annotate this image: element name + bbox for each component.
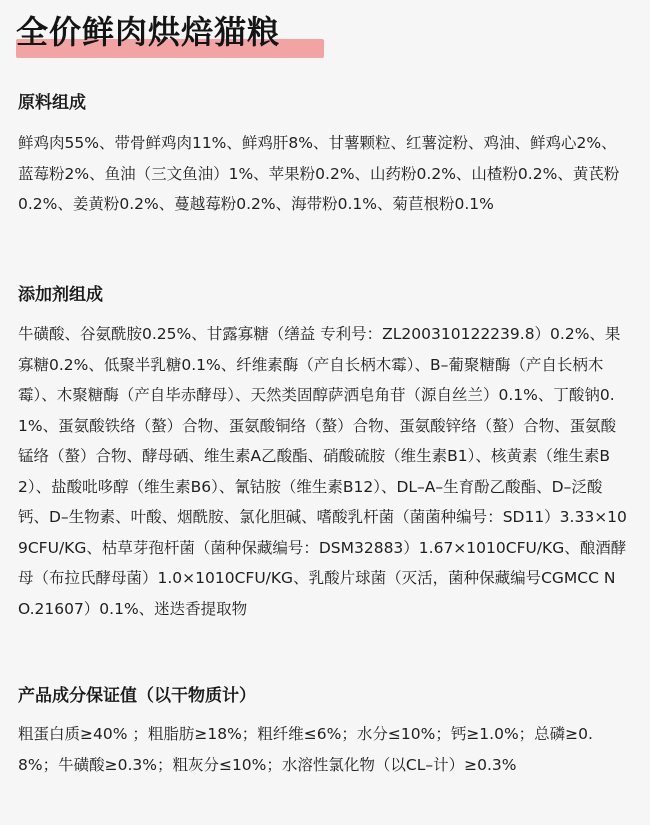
raw-materials-heading: 原料组成 [18,93,86,113]
raw-materials-section [18,90,630,220]
title-block [16,10,280,54]
raw-materials-text: 鲜鸡肉55%、带骨鲜鸡肉11%、鲜鸡肝8%、甘薯颗粒、红薯淀粉、鸡油、鲜鸡心2%、蓝莓粉2%、鱼油（三文鱼油）1%、苹果粉0.2%、山药粉0.2%、山楂粉0.2%、黄芪粉0.2%、姜黄粉0.2%、蔓越莓粉0.2%、海带粉0.1%、菊苣根粉0.1% [18,134,620,213]
guaranteed-analysis-section [18,683,630,780]
page-title: 全价鲜肉烘焙猫粮 [16,13,281,51]
guaranteed-analysis-text: 粗蛋白质≥40% ；粗脂肪≥18%；粗纤维≤6%；水分≤10%；钙≥1.0%；总磷≥0.8%；牛磺酸≥0.3%；粗灰分≤10%；水溶性氯化物（以CL–计）≥0.3% [18,725,593,774]
additives-heading: 添加剂组成 [18,285,103,305]
additives-text: 牛磺酸、谷氨酰胺0.25%、甘露寡糖（缮益 专利号：ZL200310122239.8）0.2%、果寡糖0.2%、低聚半乳糖0.1%、纤维素酶（产自长柄木霉）、B–葡聚糖酶（产自长柄木霉）、木聚糖酶（产自毕赤酵母）、天然类固醇萨洒皂角苷（源自丝兰）0.1%、丁酸钠0.1%、蛋氨酸铁络（螯）合物、蛋氨酸铜络（螯）合物、蛋氨酸锌络（螯）合物、蛋氨酸锰络（螯）合物、酵母硒、维生素A乙酸酯、硝酸硫胺（维生素B1）、核黄素（维生素B2）、盐酸吡哆醇（维生素B6）、氰钴胺（维生素B12）、DL–A–生育酚乙酸酯、D–泛酸钙、D–生物素、叶酸、烟酰胺、氯化胆碱、嗜酸乳杆菌（菌菌种编号：SD11）3.33×109CFU/KG、枯草芽孢杆菌（菌种保藏编号：DSM32883）1.67×1010CFU/KG、酿酒酵母（布拉氏酵母菌）1.0×1010CFU/KG、乳酸片球菌（灭活，菌种保藏编号CGMCC NO.21607）0.1%、迷迭香提取物 [18,325,627,618]
additives-section [18,282,630,624]
guaranteed-analysis-heading: 产品成分保证值（以干物质计） [18,686,256,706]
